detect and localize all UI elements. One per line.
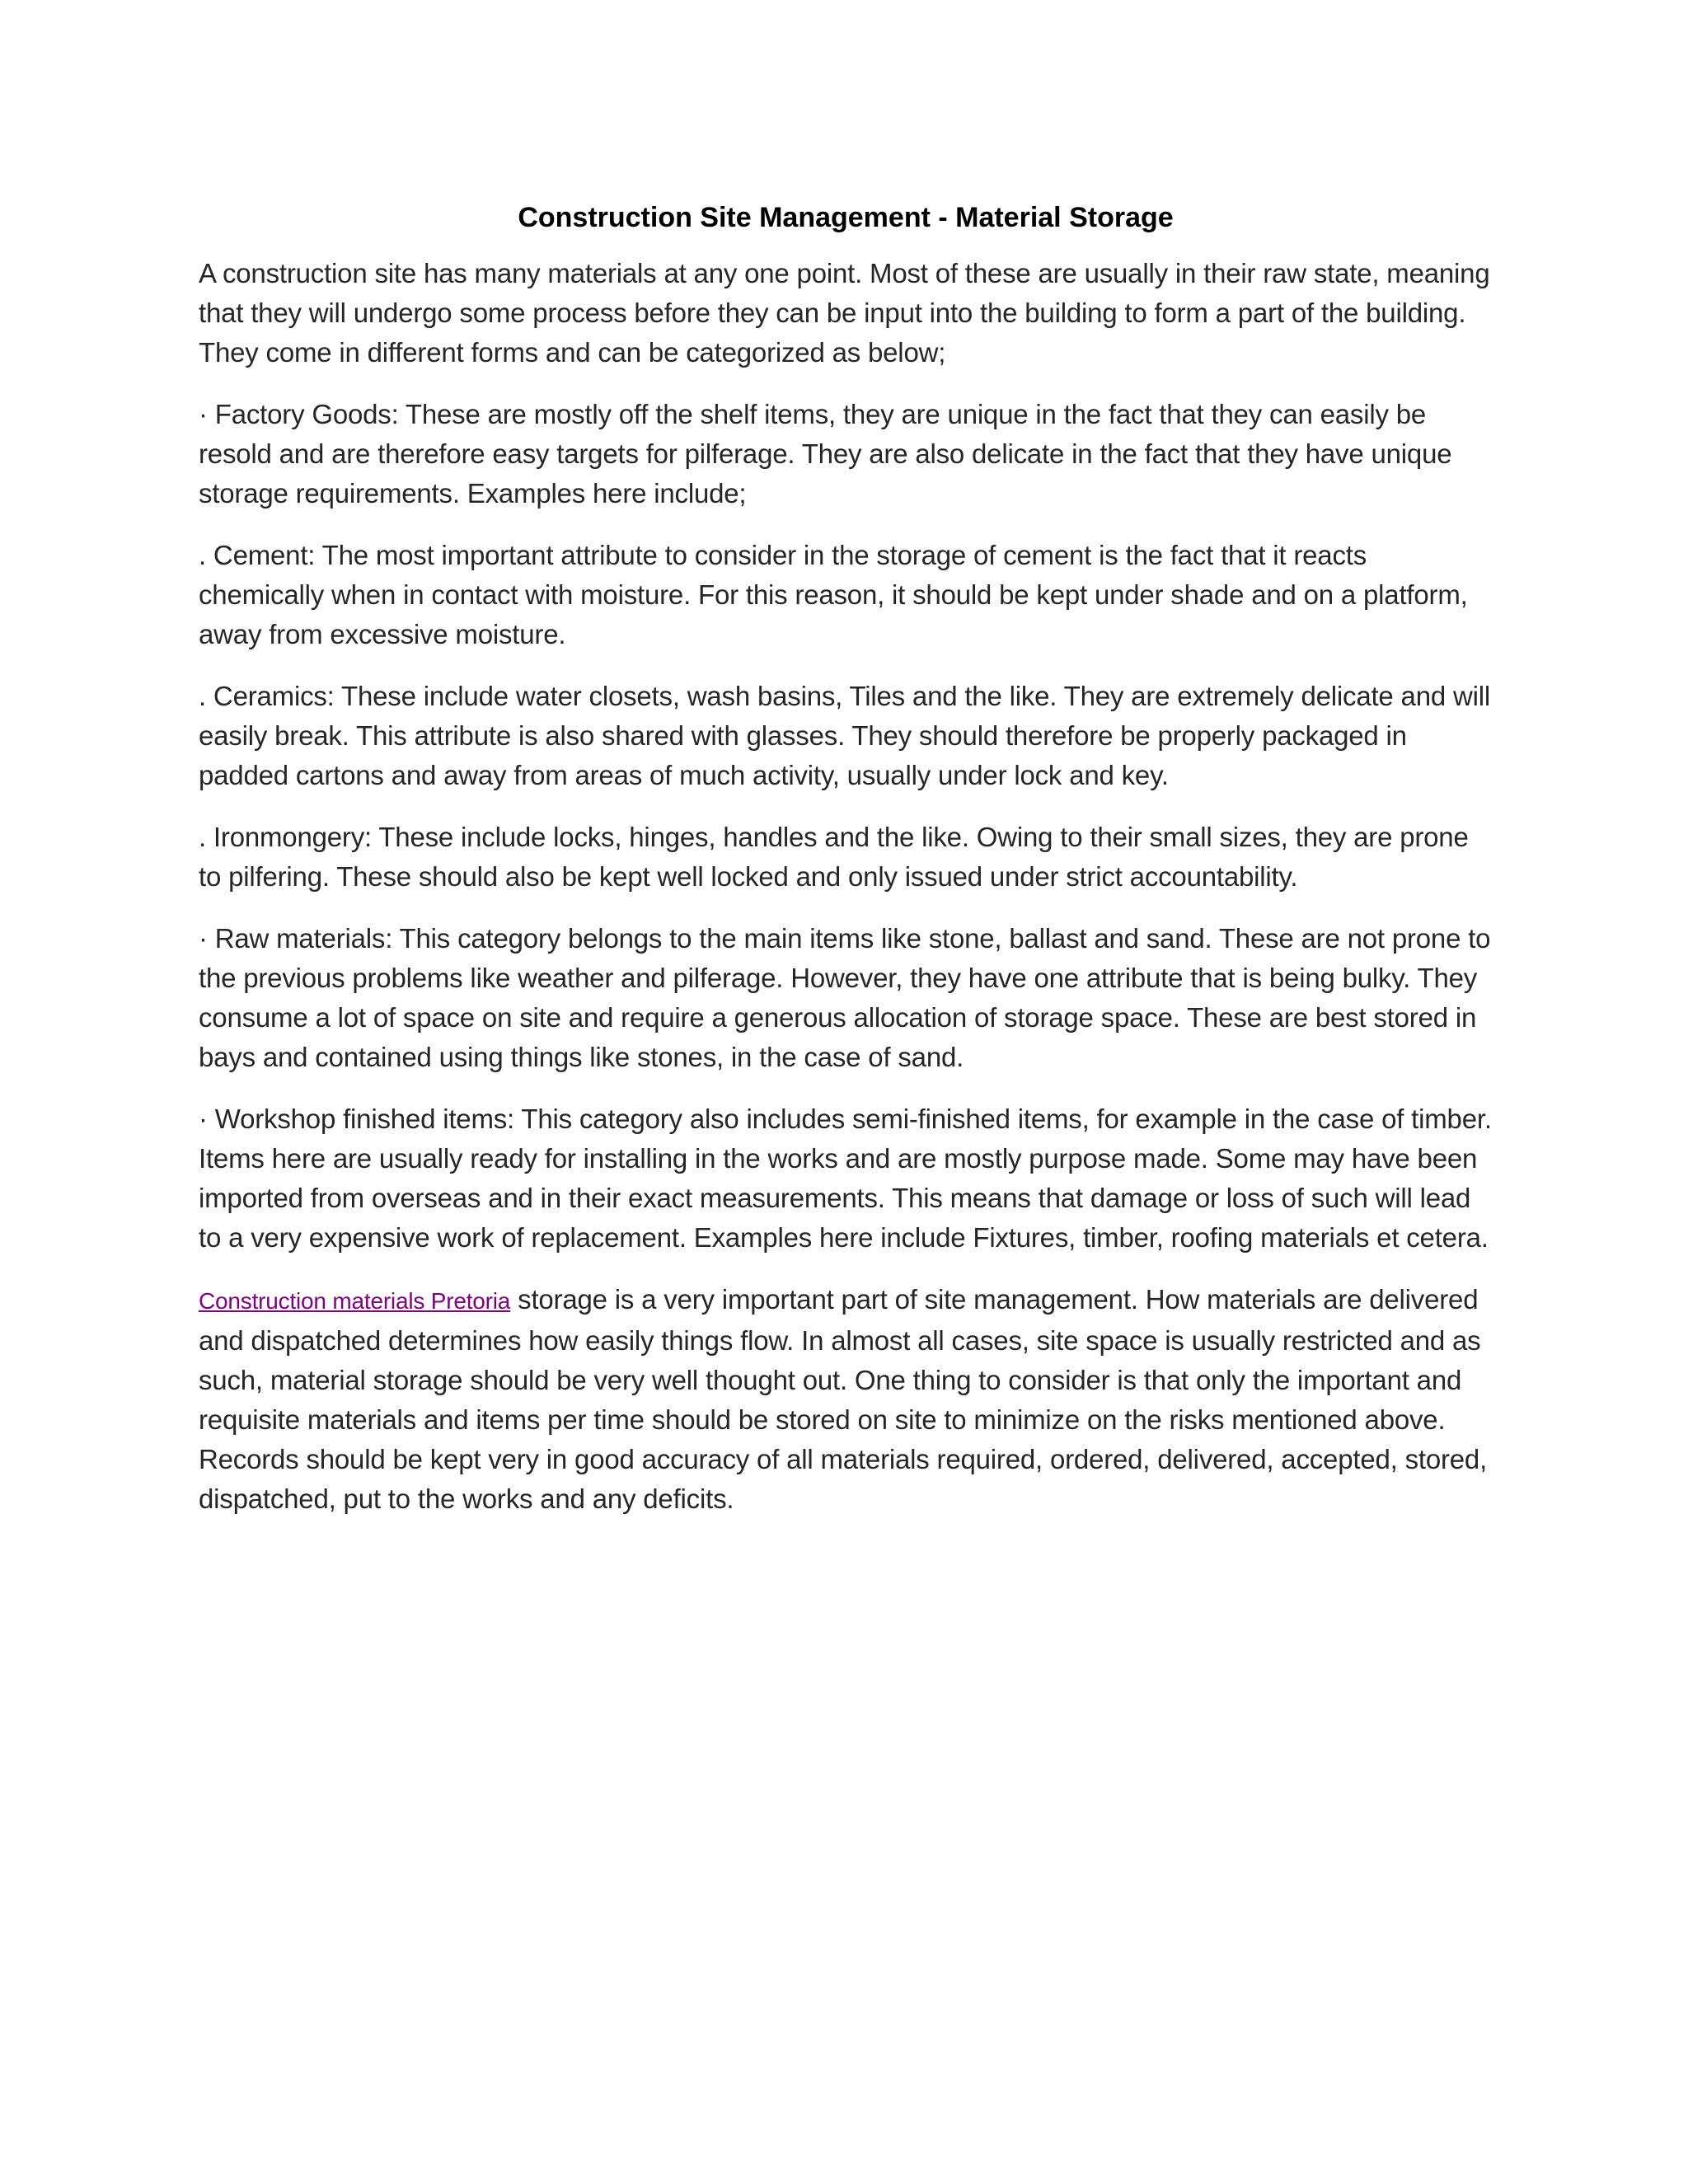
paragraph-conclusion [199, 1280, 1493, 1519]
construction-materials-link[interactable]: Construction materials Pretoria [199, 1288, 511, 1314]
document-body [199, 198, 1493, 1541]
document-title: Construction Site Management - Material Storage [518, 202, 1174, 233]
paragraph-workshop-items: · Workshop finished items: This category also includes semi-finished items, for example in the case of timber. Items here are usually ready for installing in the works and are mostly purpose made. Some may have been imported from overseas and in their exact measurements. This means that damage or loss of such will lead to a very expensive work of replacement. Examples here include Fixtures, timber, roofing materials et cetera. [199, 1104, 1492, 1253]
conclusion-text: storage is a very important part of site management. How materials are delivered and dispatched determines how easily things flow. In almost all cases, site space is usually restricted and as such, material storage should be very well thought out. One thing to consider is that only the important and requisite materials and items per time should be stored on site to minimize on the risks mentioned above. Records should be kept very in good accuracy of all materials required, ordered, delivered, accepted, stored, dispatched, put to the works and any deficits. [199, 1284, 1488, 1514]
paragraph-cement: . Cement: The most important attribute to consider in the storage of cement is the fact that it reacts chemically when in contact with moisture. For this reason, it should be kept under shade and on a platform, away from excessive moisture. [199, 540, 1468, 649]
paragraph-intro: A construction site has many materials at any one point. Most of these are usually in their raw state, meaning that they will undergo some process before they can be input into the building to form a part of the building. They come in different forms and can be categorized as below; [199, 258, 1490, 368]
paragraph-factory-goods: · Factory Goods: These are mostly off the shelf items, they are unique in the fact that they can easily be resold and are therefore easy targets for pilferage. They are also delicate in the fact that they have unique storage requirements. Examples here include; [199, 399, 1452, 509]
paragraph-ceramics: . Ceramics: These include water closets, wash basins, Tiles and the like. They are extremely delicate and will easily break. This attribute is also shared with glasses. They should therefore be properly packaged in padded cartons and away from areas of much activity, usually under lock and key. [199, 681, 1491, 790]
paragraph-ironmongery: . Ironmongery: These include locks, hinges, handles and the like. Owing to their small sizes, they are prone to pilfering. These should also be kept well locked and only issued under strict accountability. [199, 822, 1469, 892]
paragraph-raw-materials: · Raw materials: This category belongs to the main items like stone, ballast and sand. These are not prone to the previous problems like weather and pilferage. However, they have one attribute that is being bulky. They consume a lot of space on site and require a generous allocation of storage space. These are best stored in bays and contained using things like stones, in the case of sand. [199, 923, 1491, 1072]
